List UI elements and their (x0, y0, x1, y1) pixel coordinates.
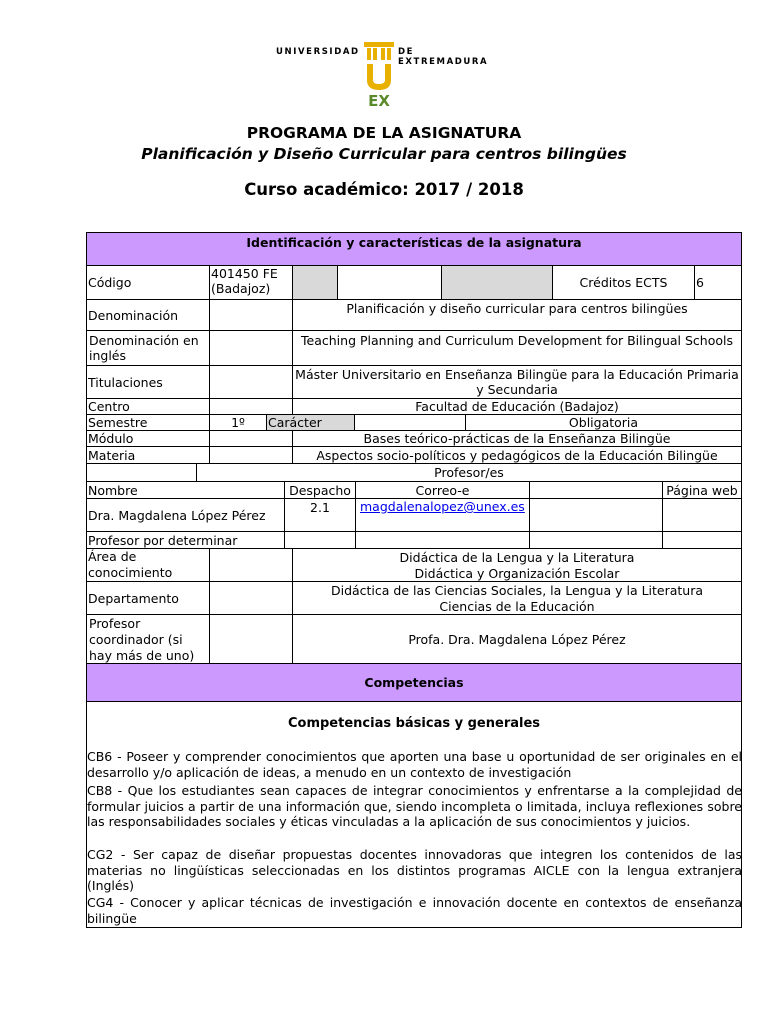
page-title: PROGRAMA DE LA ASIGNATURA (246, 124, 522, 142)
profesor-row-2-correo (355, 531, 530, 549)
col-web: Página web (662, 481, 742, 499)
departamento-line-1: Didáctica de las Ciencias Sociales, la Lengua y la Literatura (330, 583, 704, 598)
materia-value: Aspectos socio-políticos y pedagógicos de la Educación Bilingüe (292, 446, 742, 464)
profesor-email-link[interactable]: magdalenalopez@unex.es (360, 499, 525, 514)
profesor-row-2-blank (529, 531, 663, 549)
profesor-row-1-despacho: 2.1 (284, 498, 356, 532)
departamento-line-2: Ciencias de la Educación (439, 599, 595, 614)
profesor-row-2-web (662, 531, 742, 549)
creditos-label: Créditos ECTS (552, 265, 695, 300)
academic-year: Curso académico: 2017 / 2018 (244, 180, 524, 199)
materia-blank (209, 446, 293, 464)
semestre-label: Semestre (86, 414, 210, 431)
competencia-cg4 (87, 895, 742, 926)
titulaciones-value: Máster Universitario en Enseñanza Bilingüe para la Educación Primaria y Secundaria (292, 365, 742, 399)
competencia-cb6 (87, 749, 742, 780)
centro-blank (209, 398, 293, 415)
col-correo: Correo-e (355, 481, 530, 499)
titulaciones-blank (209, 365, 293, 399)
profesores-heading: Profesor/es (196, 463, 742, 482)
centro-value: Facultad de Educación (Badajoz) (292, 398, 742, 415)
denominacion-en-value: Teaching Planning and Curriculum Development for Bilingual Schools (292, 330, 742, 366)
modulo-label: Módulo (86, 430, 210, 447)
profesor-row-1-web (662, 498, 742, 532)
col-despacho: Despacho (284, 481, 356, 499)
coordinador-value: Profa. Dra. Magdalena López Pérez (292, 614, 742, 664)
centro-label: Centro (86, 398, 210, 415)
titulaciones-label: Titulaciones (86, 365, 210, 399)
competencia-cg4-text: CG4 - Conocer y aplicar técnicas de investigación e innovación docente en contextos de enseñanza bilingüe (87, 895, 742, 926)
codigo-value: 401450 FE (Badajoz) (209, 265, 293, 300)
codigo-label: Código (86, 265, 210, 300)
ident-heading: Identificación y características de la asignatura (86, 232, 742, 266)
semestre-value: 1º (209, 414, 267, 431)
departamento-blank (209, 581, 293, 615)
area-label: Área de conocimiento (86, 548, 210, 582)
creditos-value: 6 (694, 265, 742, 300)
logo-text-right: DE EXTREMADURA (398, 47, 489, 67)
modulo-blank (209, 430, 293, 447)
area-value (292, 548, 742, 582)
area-line-2: Didáctica y Organización Escolar (414, 566, 620, 581)
col-blank (529, 481, 663, 499)
logo-text-left: UNIVERSIDAD (276, 47, 360, 57)
competencias-subheading: Competencias básicas y generales (287, 716, 541, 731)
competencia-cb8 (87, 783, 742, 830)
course-subtitle: Planificación y Diseño Curricular para centros bilingües (141, 145, 627, 163)
caracter-blank (354, 414, 466, 431)
departamento-value (292, 581, 742, 615)
competencia-cg2-text: CG2 - Ser capaz de diseñar propuestas docentes innovadoras que integren los contenidos de las materias no lingüísticas seleccionadas en los distintos programas AICLE con la lengua extranjera (Inglés) (87, 847, 742, 893)
modulo-value: Bases teórico-prácticas de la Enseñanza Bilingüe (292, 430, 742, 447)
coordinador-blank (209, 614, 293, 664)
col-nombre: Nombre (86, 481, 285, 499)
codigo-blank-1 (337, 265, 442, 300)
competencia-cb6-text: CB6 - Poseer y comprender conocimientos que aporten una base u oportunidad de ser originales en el desarrollo y/o aplicación de ideas, a menudo en un contexto de investigación (87, 749, 742, 780)
denominacion-label: Denominación (86, 299, 210, 331)
competencia-cg2 (87, 847, 742, 894)
area-blank (209, 548, 293, 582)
area-line-1: Didáctica de la Lengua y la Literatura (399, 550, 635, 565)
profesor-row-1-blank (529, 498, 663, 532)
materia-label: Materia (86, 446, 210, 464)
denominacion-value: Planificación y diseño curricular para centros bilingües (292, 299, 742, 331)
caracter-label: Carácter (266, 414, 355, 431)
denominacion-en-blank (209, 330, 293, 366)
departamento-label: Departamento (86, 581, 210, 615)
profesor-row-1-nombre: Dra. Magdalena López Pérez (86, 498, 285, 532)
caracter-value: Obligatoria (465, 414, 742, 431)
coordinador-label: Profesor coordinador (si hay más de uno) (86, 614, 210, 664)
profesor-row-2-despacho (284, 531, 356, 549)
profesores-blank (86, 463, 197, 482)
denominacion-en-label: Denominación en inglés (86, 330, 210, 366)
profesor-row-2-nombre: Profesor por determinar (86, 531, 285, 549)
competencia-cb8-text: CB8 - Que los estudiantes sean capaces de integrar conocimientos y enfrentarse a la complejidad de formular juicios a partir de una información que, siendo incompleta o limitada, incluya reflexiones sobre las responsabilidades sociales y éticas vinculadas a la aplicación de sus conocimientos y juicios. (87, 783, 742, 829)
svg-text:EX: EX (368, 92, 390, 108)
codigo-blank-gray-1 (292, 265, 338, 300)
codigo-blank-gray-2 (441, 265, 553, 300)
competencias-heading: Competencias (86, 663, 742, 702)
profesor-row-1-correo-cell (355, 498, 530, 532)
denominacion-blank (209, 299, 293, 331)
